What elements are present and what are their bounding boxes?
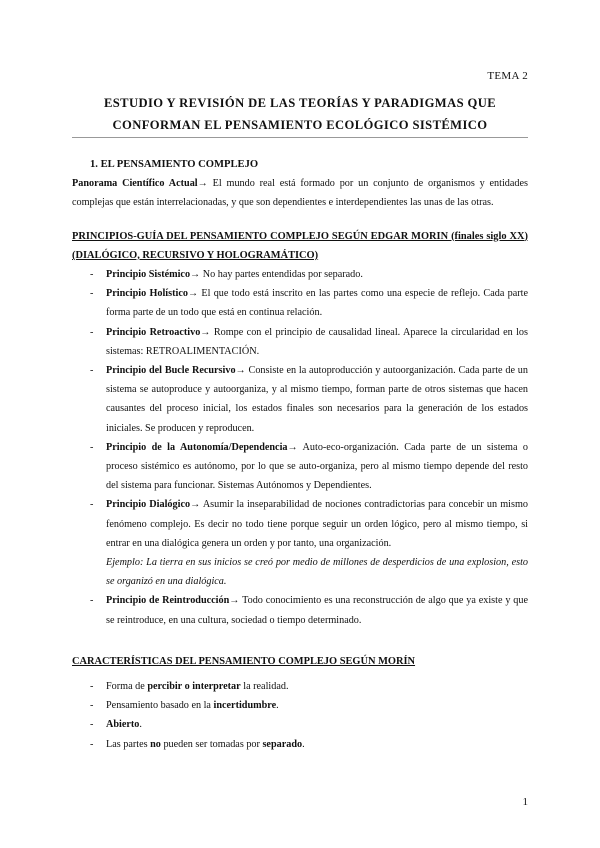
item-label: Principio Holístico xyxy=(106,288,188,300)
section-heading: 1. EL PENSAMIENTO COMPLEJO xyxy=(90,159,259,170)
item-text: Las partes xyxy=(106,738,151,750)
item-label: Principio Sistémico xyxy=(106,269,191,281)
list-item xyxy=(72,265,528,284)
item-bold: percibir o interpretar xyxy=(147,681,241,693)
list-item xyxy=(72,284,528,322)
dash-bullet: - xyxy=(90,441,94,453)
tema-label: TEMA 2 xyxy=(487,70,528,82)
list-item xyxy=(72,677,528,696)
item-text: → Consiste en la autoproducción y autoorganización. Cada parte de un sistema se autoproduce y autoorganiza, y al mismo tiempo, forman parte de otros sistemas que hacen causantes del proceso inicial, los estados finales son necesarios para la generación de los estados iniciales. Se producen y reproducen. xyxy=(106,365,528,434)
page-number: 1 xyxy=(522,796,528,808)
dash-bullet: - xyxy=(90,681,94,693)
caracteristicas-heading: CARACTERÍSTICAS DEL PENSAMIENTO COMPLEJO SEGÚN MORÍN xyxy=(72,655,416,667)
item-bold: no xyxy=(150,738,161,750)
intro-text: → El mundo real está formado por un conjunto de organismos y entidades complejas que están interrelacionadas, y que son dependientes e interdependientes las unas de las otras. xyxy=(72,178,528,209)
item-bold: incertidumbre xyxy=(213,700,277,712)
title-divider xyxy=(72,137,528,138)
example-text: Ejemplo: La tierra en sus inicios se creó por medio de millones de desperdicios de una explosion, esto se organizó en una dialógica. xyxy=(106,557,528,588)
item-text: pueden ser tomadas por xyxy=(160,738,263,750)
item-text: . xyxy=(276,700,279,712)
caracteristicas-list xyxy=(72,677,528,754)
principios-heading: PRINCIPIOS-GUÍA DEL PENSAMIENTO COMPLEJO SEGÚN EDGAR MORIN (finales siglo XX) (DIALÓGICO, RECURSIVO Y HOLOGRAMÁTICO) xyxy=(72,230,528,261)
dash-bullet: - xyxy=(90,288,94,300)
list-item xyxy=(72,361,528,438)
item-text: → No hay partes entendidas por separado. xyxy=(190,269,363,281)
item-text: → Auto-eco-organización. Cada parte de un sistema o proceso sistémico es autónomo, por lo que se auto-organiza, pero al mismo tiempo depende del resto del sistema para funcionar. Sistemas Autónomos y Dependientes. xyxy=(106,441,528,492)
list-item xyxy=(72,715,528,734)
item-label: Principio Retroactivo xyxy=(106,326,201,338)
dash-bullet: - xyxy=(90,499,94,511)
list-item xyxy=(72,438,528,496)
item-text: → El que todo está inscrito en las partes como una especie de reflejo. Cada parte forma parte de un todo que está en continua relación. xyxy=(106,288,528,319)
spacer xyxy=(72,213,528,227)
title-line-1: ESTUDIO Y REVISIÓN DE LAS TEORÍAS Y PARADIGMAS QUE xyxy=(103,96,497,110)
list-item xyxy=(72,696,528,715)
item-text: . xyxy=(139,719,142,731)
list-item xyxy=(72,591,528,629)
dash-bullet: - xyxy=(90,719,94,731)
item-label: Principio Dialógico xyxy=(106,499,191,511)
dash-bullet: - xyxy=(90,269,94,281)
list-item xyxy=(72,735,528,754)
dash-bullet: - xyxy=(90,365,94,377)
dash-bullet: - xyxy=(90,700,94,712)
item-text: → Asumir la inseparabilidad de nociones contradictorias para concebir un mismo fenómeno complejo. Es decir no todo tiene porque seguir un orden lógico, pero al mismo tiempo, si entrar en una dialógica genera un orden y por tanto, una organización. xyxy=(106,499,528,549)
list-item xyxy=(72,323,528,361)
item-label: Principio del Bucle Recursivo xyxy=(106,365,236,377)
list-item xyxy=(72,495,528,553)
item-label: Principio de Reintroducción xyxy=(106,595,230,607)
item-text: Pensamiento basado en la xyxy=(106,700,214,712)
item-text: . xyxy=(302,738,305,750)
spacer xyxy=(72,630,528,652)
page-title xyxy=(72,92,528,136)
dash-bullet: - xyxy=(90,738,94,750)
item-text: la realidad. xyxy=(240,681,289,693)
item-bold: Abierto xyxy=(106,719,140,731)
item-text: → Rompe con el principio de causalidad lineal. Aparece la circularidad en los sistemas: RETROALIMENTACIÓN. xyxy=(106,326,528,357)
dash-bullet: - xyxy=(90,595,94,607)
dash-bullet: - xyxy=(90,326,94,338)
principios-list xyxy=(72,265,528,553)
intro-paragraph xyxy=(72,174,528,212)
item-bold: separado xyxy=(262,738,303,750)
item-label: Principio de la Autonomía/Dependencia xyxy=(106,441,288,453)
principios-list-cont xyxy=(72,591,528,629)
intro-label: Panorama Científico Actual xyxy=(72,178,198,190)
item-text: → Todo conocimiento es una reconstrucción de algo que ya existe y que se reintroduce, en una cultura, sociedad o tiempo determinado. xyxy=(106,595,528,626)
item-text: Forma de xyxy=(106,681,148,693)
title-line-2: CONFORMAN EL PENSAMIENTO ECOLÓGICO SISTÉMICO xyxy=(112,118,488,132)
document-body xyxy=(72,155,528,754)
